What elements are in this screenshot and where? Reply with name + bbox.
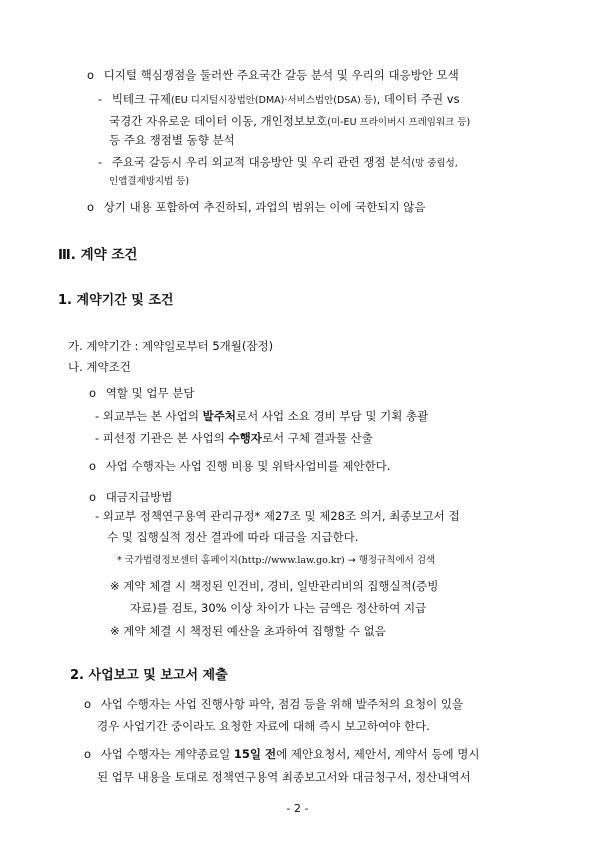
sub-item-text: 로서 사업 소요 경비 부담 및 기획 총괄: [235, 409, 429, 423]
subsection-heading: 2. 사업보고 및 보고서 제출: [70, 668, 228, 683]
bullet-item: [84, 697, 463, 711]
footnote-url: (http://www.law.go.kr): [237, 555, 345, 566]
bullet-item: [89, 459, 390, 473]
sub-item-text: 국경간 자유로운 데이터 이동, 개인정보보호: [109, 114, 328, 128]
sub-item-note: (EU 디지털시장법안(DMA)·서비스법안(DSA) 등): [171, 95, 377, 106]
subsection-heading: 1. 계약기간 및 조건: [58, 293, 174, 308]
sub-item-line: [98, 155, 458, 171]
sub-item-note-line: 인앱결제방지법 등): [109, 176, 190, 187]
footnote-line: [117, 554, 435, 568]
sub-item-line: [95, 409, 428, 423]
bullet-item: [89, 490, 172, 504]
bullet-continuation: 된 업무 내용을 토대로 정책연구용역 최종보고서와 대금청구서, 정산내역서: [97, 770, 471, 784]
sub-item-line: [109, 114, 470, 130]
footnote-text: → 행정규칙에서 검색: [344, 555, 436, 566]
bullet-item: [84, 747, 479, 761]
footnote-text: * 국가법령정보센터 홈페이지: [117, 555, 238, 566]
bullet-continuation: 경우 사업기간 중이라도 요청한 자료에 대해 즉시 보고하여야 한다.: [97, 719, 430, 733]
sub-item-text: 빅테크 규제: [111, 92, 172, 106]
bullet-item: [87, 68, 459, 82]
sub-item-text: - 외교부는 본 사업의: [95, 409, 203, 423]
note-line: 자료)를 검토, 30% 이상 차이가 나는 금액은 정산하여 지급: [130, 601, 427, 615]
bullet-text-wrap: [101, 747, 480, 761]
bullet-marker: o: [89, 490, 97, 504]
sub-item-text: 로서 구체 결과물 산출: [261, 431, 373, 445]
bullet-item: [87, 200, 425, 214]
dash-marker: -: [98, 155, 103, 169]
sub-item-line: [98, 92, 460, 108]
sub-item-note: (망 중립성,: [411, 158, 458, 169]
bullet-marker: o: [84, 747, 92, 761]
sub-item-note: (미-EU 프라이버시 프레임워크 등): [327, 117, 471, 128]
sub-item-line: - 외교부 정책연구용역 관리규정* 제27조 및 제28조 의거, 최종보고서 접: [95, 509, 460, 523]
bullet-marker: o: [84, 697, 92, 711]
bullet-marker: o: [87, 200, 95, 214]
bullet-text: 에 제안요청서, 제안서, 계약서 등에 명시: [276, 747, 480, 761]
bullet-text: 디지털 핵심쟁점을 둘러싼 주요국간 갈등 분석 및 우리의 대응방안 모색: [103, 68, 459, 82]
emphasis-text: 15일 전: [233, 747, 277, 761]
sub-item-text: , 데이터 주권 vs: [376, 92, 460, 106]
bullet-text: 사업 수행자는 사업 진행사항 파악, 점검 등을 위해 발주처의 요청이 있을: [100, 697, 464, 711]
sub-item-line: [95, 431, 373, 445]
bullet-marker: o: [87, 68, 95, 82]
emphasis-text: 발주처: [202, 409, 236, 423]
emphasis-text: 수행자: [228, 431, 262, 445]
bullet-text: 상기 내용 포함하여 추진하되, 과업의 범위는 이에 국한되지 않음: [103, 200, 426, 214]
bullet-text: 사업 수행자는 사업 진행 비용 및 위탁사업비를 제안한다.: [105, 459, 391, 473]
bullet-text: 역할 및 업무 분담: [105, 386, 195, 400]
bullet-text: 대금지급방법: [105, 490, 173, 504]
note-line: ※ 계약 체결 시 책정된 인건비, 경비, 일반관리비의 집행실적(증빙: [110, 579, 439, 593]
section-heading: Ⅲ. 계약 조건: [58, 247, 138, 263]
bullet-marker: o: [89, 459, 97, 473]
sub-item-text: 주요국 갈등시 우리 외교적 대응방안 및 우리 관련 쟁점 분석: [111, 155, 412, 169]
bullet-item: [89, 386, 194, 400]
note-line: ※ 계약 체결 시 책정된 예산을 초과하여 집행할 수 없음: [110, 624, 386, 638]
sub-item-line: 수 및 집행실적 정산 결과에 따라 대금을 지급한다.: [107, 530, 359, 544]
sub-item-line: 등 주요 쟁점별 동향 분석: [109, 133, 235, 147]
clause-ga: 가. 계약기간 : 계약일로부터 5개월(잠정): [68, 339, 274, 353]
bullet-marker: o: [89, 386, 97, 400]
clause-na: 나. 계약조건: [68, 360, 131, 374]
page-number: - 2 -: [286, 802, 309, 815]
bullet-text: 사업 수행자는 계약종료일: [100, 747, 234, 761]
dash-marker: -: [98, 92, 103, 106]
sub-item-text: - 피선정 기관은 본 사업의: [95, 431, 229, 445]
